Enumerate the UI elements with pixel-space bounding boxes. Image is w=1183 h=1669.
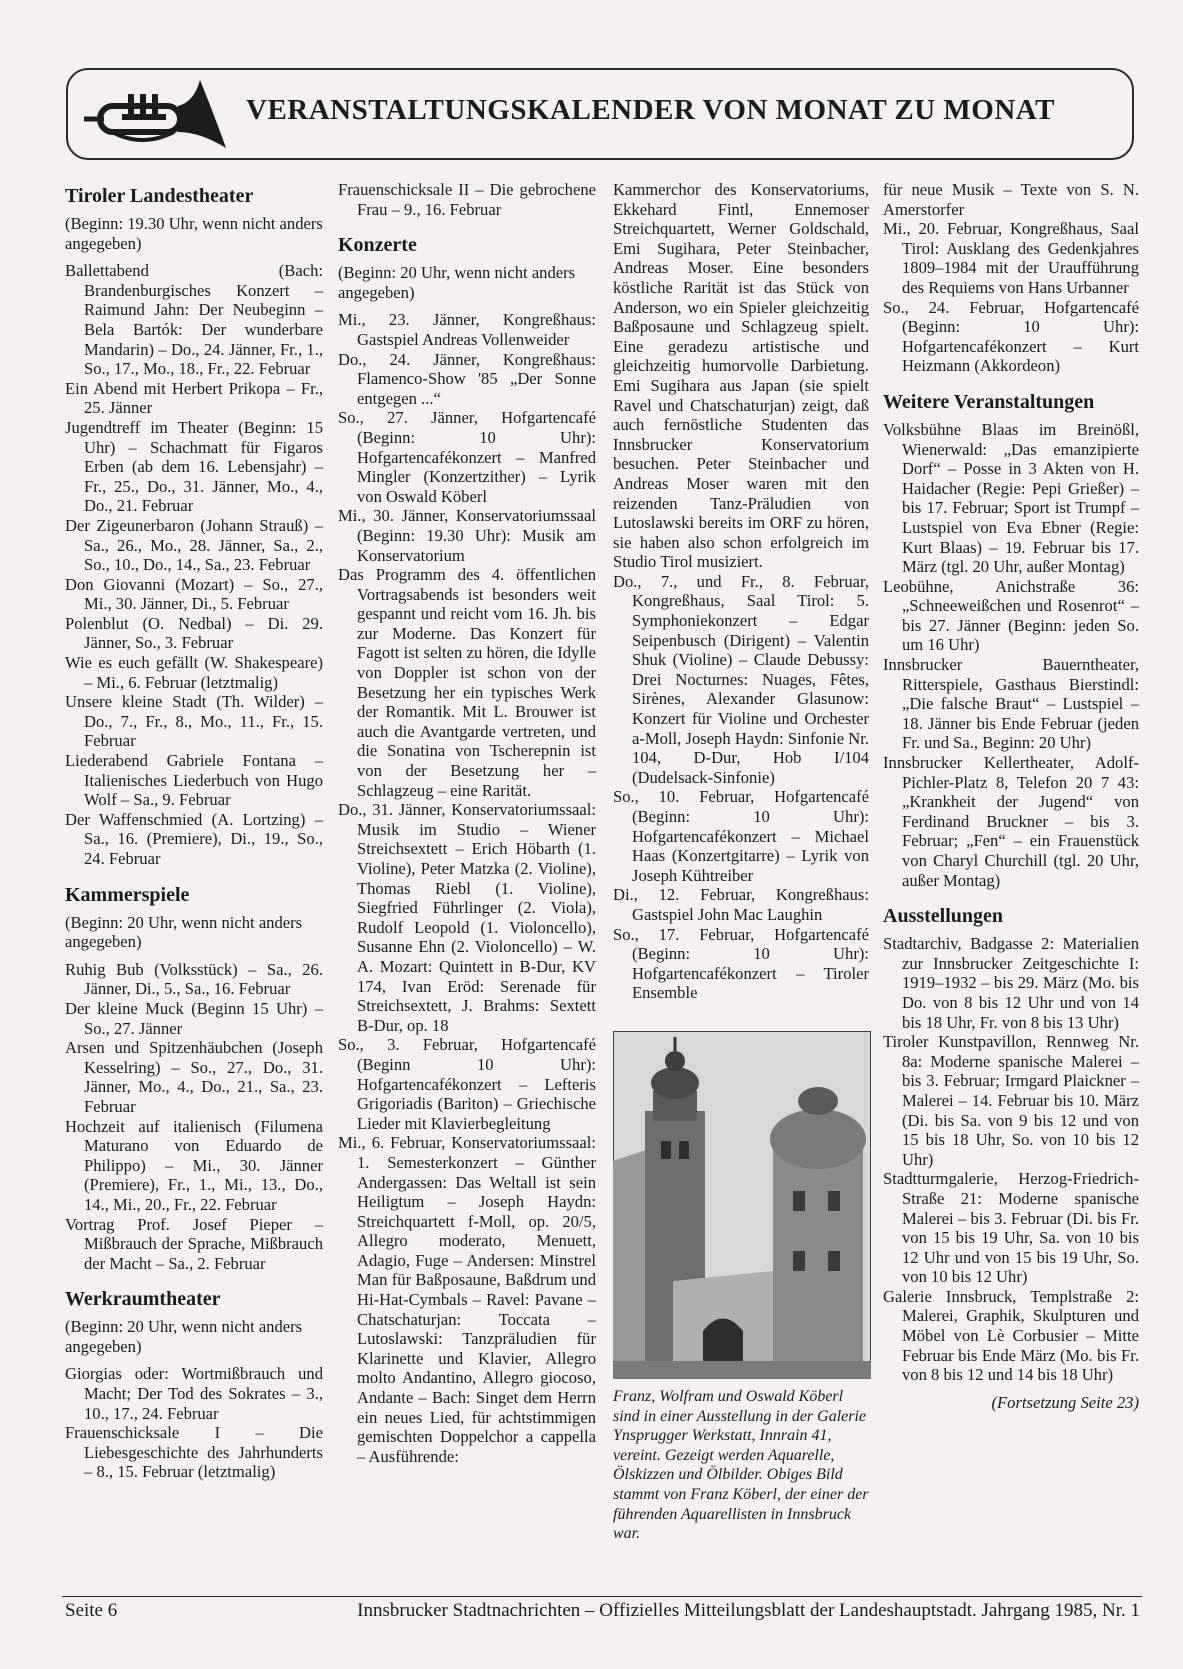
footer-rule bbox=[62, 1596, 1142, 1597]
calendar-entry: Do., 24. Jänner, Kongreßhaus: Flamenco-Show '85 „Der Sonne entgegen ...“ bbox=[338, 349, 596, 408]
calendar-entry: Do., 7., und Fr., 8. Februar, Kongreßhaus, Saal Tirol: 5. Symphoniekonzert – Edgar Seipenbusch (Dirigent) – Valentin Shuk (Violine) – Claude Debussy: Drei Nocturnes: Nuages, Fêtes, Sirènes, Alexander Glasunow: Konzert für Violine und Orchester a-Moll, Joseph Haydn: Sinfonie Nr. 104, D-Dur, Hob I/104 (Dudelsack-Sinfonie) bbox=[613, 571, 869, 787]
section-heading: Tiroler Landestheater bbox=[65, 185, 254, 207]
calendar-entry: Wie es euch gefällt (W. Shakespeare) – Mi., 6. Februar (letztmalig) bbox=[65, 653, 323, 692]
calendar-entry: Mi., 23. Jänner, Kongreßhaus: Gastspiel Andreas Vollenweider bbox=[338, 310, 596, 349]
image-caption: Franz, Wolfram und Oswald Köberl sind in einer Ausstellung in der Galerie Ynsprugger Werkstatt, Innrain 41, vereint. Gezeigt werden Aquarelle, Ölskizzen und Ölbilder. Obiges Bild stammt von Franz Köberl, der einer der führenden Aquarellisten in Innsbruck war. bbox=[613, 1387, 869, 1543]
calendar-entry: Galerie Innsbruck, Templstraße 2: Malerei, Graphik, Skulpturen und Möbel von Lè Corbusier – Mitte Februar bis Ende März (Mo. bis Fr. von 8 bis 12 und 14 bis 18 Uhr) bbox=[883, 1286, 1139, 1385]
calendar-entry: Arsen und Spitzenhäubchen (Joseph Kesselring) – So., 27., Do., 31. Jänner, Mo., 4., Do., 21., Sa., 23. Februar bbox=[65, 1038, 323, 1116]
section-note: (Beginn: 20 Uhr, wenn nicht anders angegeben) bbox=[65, 1317, 303, 1356]
calendar-entry: Das Programm des 4. öffentlichen Vortragsabends ist besonders weit gespannt und reicht vom 16. Jh. bis zur Moderne. Das Konzert für Fagott ist selten zu hören, die Idylle von Doppler ist schon von der Besetzung her ein typisches Werk der Romantik. Mit L. Brouwer ist auch die Avantgarde vertreten, und die Sonatina von Tscherepnin ist von der Besetzung her – Schlagzeug – eine Rarität. bbox=[338, 565, 596, 800]
section-heading: Kammerspiele bbox=[65, 883, 190, 906]
calendar-entry: Giorgias oder: Wortmißbrauch und Macht; Der Tod des Sokrates – 3., 10., 17., 24. Februar bbox=[65, 1364, 323, 1423]
text-paragraph: Kammerchor des Konservatoriums, Ekkehard Fintl, Ennemoser Streichquartett, Werner Goldschald, Emi Sugihara, Peter Steinbacher, Andreas Moser. Eine besonders köstliche Rarität ist das Stück von Anderson, wo ein Spieler gleichzeitig Baßposaune und Schlagzeug spielt. Eine geradezu artistische und gleichzeitig humorvolle Darbietung. Emi Sugihara aus Japan (sie spielt Ravel und Chatschaturjan) zeigt, daß auch fernöstliche Studenten das Innsbrucker Konservatorium besuchen. Peter Steinbacher und Andreas Moser waren mit den reizenden Tanz-Präludien von Lutoslawski bereits im ORF zu hören, sie haben also schon erfolgreich im Studio Tirol musiziert. bbox=[613, 180, 869, 572]
calendar-entry: Innsbrucker Bauerntheater, Ritterspiele, Gasthaus Bierstindl: „Die falsche Braut“ – Lustspiel – 18. Jänner bis Ende Februar (jeden Fr. und Sa., Beginn: 20 Uhr) bbox=[883, 655, 1139, 753]
section-heading: Ausstellungen bbox=[883, 905, 1004, 928]
calendar-entry: Ruhig Bub (Volksstück) – Sa., 26. Jänner, Di., 5., Sa., 16. Februar bbox=[65, 959, 323, 999]
column-4-text bbox=[883, 180, 1139, 1385]
section-note: (Beginn: 20 Uhr, wenn nicht anders angegeben) bbox=[338, 263, 576, 302]
calendar-entry: Der Zigeunerbaron (Johann Strauß) – Sa., 26., Mo., 28. Jänner, Sa., 2., So., 10., Do., 14., Sa., 23. Februar bbox=[65, 515, 323, 575]
calendar-entry: Stadtarchiv, Badgasse 2: Materialien zur Innsbrucker Zeitgeschichte I: 1919–1932 – bis 29. März (Mo. bis Do. von 8 bis 12 Uhr und von 14 bis 18 Uhr, Fr. von 8 bis 13 Uhr) bbox=[883, 934, 1139, 1032]
calendar-entry: Innsbrucker Kellertheater, Adolf-Pichler-Platz 8, Telefon 20 7 43: „Krankheit der Jugend“ von Ferdinand Bruckner – bis 3. Februar; „Fen“ – ein Frauenstück von Charyl Churchill (tgl. 20 Uhr, außer Montag) bbox=[883, 753, 1139, 890]
column-3-text bbox=[613, 180, 869, 1003]
page-number: Seite 6 bbox=[65, 1600, 118, 1621]
calendar-entry: Di., 12. Februar, Kongreßhaus: Gastspiel John Mac Laughin bbox=[613, 885, 869, 924]
calendar-entry: Frauenschicksale II – Die gebrochene Frau – 9., 16. Februar bbox=[338, 180, 596, 219]
calendar-entry: So., 3. Februar, Hofgartencafé (Beginn 10 Uhr): Hofgartencafékonzert – Lefteris Grigoriadis (Bariton) – Griechische Lieder mit Klavierbegleitung bbox=[338, 1035, 596, 1133]
calendar-entry: Der kleine Muck (Beginn 15 Uhr) – So., 27. Jänner bbox=[65, 998, 323, 1038]
section-heading: Werkraumtheater bbox=[65, 1288, 221, 1311]
calendar-entry: So., 24. Februar, Hofgartencafé (Beginn: 10 Uhr): Hofgartencafékonzert – Kurt Heizmann (Akkordeon) bbox=[883, 297, 1139, 376]
section-heading: Konzerte bbox=[338, 234, 417, 257]
page-title: VERANSTALTUNGSKALENDER VON MONAT ZU MONAT bbox=[246, 94, 1055, 126]
column-2 bbox=[338, 180, 596, 1466]
calendar-entry: Liederabend Gabriele Fontana – Italienisches Liederbuch von Hugo Wolf – Sa., 9. Februar bbox=[65, 751, 323, 810]
trumpet-icon bbox=[82, 76, 232, 152]
calendar-entry: Ein Abend mit Herbert Prikopa – Fr., 25. Jänner bbox=[65, 378, 323, 418]
calendar-entry: So., 27. Jänner, Hofgartencafé (Beginn: 10 Uhr): Hofgartencafékonzert – Manfred Mingler (Konzertzither) – Lyrik von Oswald Köberl bbox=[338, 408, 596, 506]
calendar-entry: Vortrag Prof. Josef Pieper – Mißbrauch der Sprache, Mißbrauch der Macht – Sa., 2. Februar bbox=[65, 1214, 323, 1273]
calendar-entry: Hochzeit auf italienisch (Filumena Maturano von Eduardo de Philippo) – Mi., 30. Jänner (Premiere), Fr., 1., Mi., 13., Do., 14., Mi., 20., Fr., 22. Februar bbox=[65, 1116, 323, 1214]
publication-line: Innsbrucker Stadtnachrichten – Offizielles Mitteilungsblatt der Landeshauptstadt. Jahrgang 1985, Nr. 1 bbox=[357, 1600, 1140, 1621]
calendar-entry: So., 17. Februar, Hofgartencafé (Beginn: 10 Uhr): Hofgartencafékonzert – Tiroler Ensemble bbox=[613, 924, 869, 1003]
calendar-entry: Frauenschicksale I – Die Liebesgeschichte des Jahrhunderts – 8., 15. Februar (letztmalig) bbox=[65, 1423, 323, 1482]
header-banner bbox=[66, 68, 1134, 160]
calendar-entry: Mi., 30. Jänner, Konservatoriumssaal (Beginn: 19.30 Uhr): Musik am Konservatorium bbox=[338, 506, 596, 565]
calendar-entry: Stadtturmgalerie, Herzog-Friedrich-Straße 21: Moderne spanische Malerei – bis 3. Februar (Di. bis Fr. von 15 bis 19 Uhr, Sa. von 10 bis 12 Uhr und von 15 bis 19 Uhr, So. von 10 bis 12 Uhr) bbox=[883, 1169, 1139, 1287]
painting-image bbox=[613, 1031, 871, 1379]
section-heading: Weitere Veranstaltungen bbox=[883, 390, 1095, 413]
calendar-entry: Volksbühne Blaas im Breinößl, Wienerwald: „Das emanzipierte Dorf“ – Posse in 3 Akten von H. Haidacher (Regie: Pepi Grießer) – bis 17. Februar; Sport ist Trumpf – Lustspiel von Eva Ebner (Regie: Kurt Blaas) – 19. Februar bis 17. März (tgl. 20 Uhr, außer Montag) bbox=[883, 419, 1139, 577]
calendar-entry: Unsere kleine Stadt (Th. Wilder) – Do., 7., Fr., 8., Mo., 11., Fr., 15. Februar bbox=[65, 692, 323, 751]
calendar-entry: Ballettabend (Bach: Brandenburgisches Konzert – Raimund Jahn: Der Neubeginn – Bela Bartók: Der wunderbare Mandarin) – Do., 24. Jänner, Fr., 1., So., 17., Mo., 18., Fr., 22. Februar bbox=[65, 261, 323, 379]
calendar-entry: Mi., 6. Februar, Konservatoriumssaal: 1. Semesterkonzert – Günther Andergassen: Das Weltall ist sein Heiligtum – Joseph Haydn: Streichquartett f-Moll, op. 20/5, Allegro moderato, Menuett, Adagio, Fuge – Andersen: Minstrel Man für Baßposaune, Baßdrum und Hi-Hat-Cymbals – Ravel: Pavane – Chatschaturjan: Toccata – Lutoslawski: Tanzpräludien für Klarinette und Klavier, Allegro molto Andantino, Allegro giocoso, Andante – Bach: Singet dem Herrn ein neues Lied, für achtstimmigen gemischten Doppelchor a cappella – Ausführende: bbox=[338, 1133, 596, 1466]
calendar-entry: So., 10. Februar, Hofgartencafé (Beginn: 10 Uhr): Hofgartencafékonzert – Michael Haas (Konzertgitarre) – Lyrik von Joseph Kühtreiber bbox=[613, 787, 869, 885]
column-3 bbox=[613, 180, 869, 1544]
calendar-entry: Tiroler Kunstpavillon, Rennweg Nr. 8a: Moderne spanische Malerei – bis 3. Februar; Irmgard Plaickner – Malerei – 14. Februar bis 10. März (Di. bis Sa. von 9 bis 12 und von 15 bis 18 Uhr, So. von 10 bis 12 Uhr) bbox=[883, 1032, 1139, 1169]
calendar-entry: Jugendtreff im Theater (Beginn: 15 Uhr) – Schachmatt für Figaros Erben (ab dem 16. Lebensjahr) – Fr., 25., Do., 31. Jänner, Mo., 4., Do., 21. Februar bbox=[65, 417, 323, 516]
calendar-entry: Do., 31. Jänner, Konservatoriumssaal: Musik im Studio – Wiener Streichsextett – Erich Höbarth (1. Violine), Peter Matzka (2. Violine), Thomas Riebl (1. Violine), Siegfried Führlinger (2. Viola), Rudolf Leopold (1. Violoncello), Susanne Ehn (2. Violoncello) – W. A. Mozart: Quintett in B-Dur, KV 174, Ivan Eröd: Serenade für Streichsextett, J. Brahms: Sextett B-Dur, op. 18 bbox=[338, 800, 596, 1035]
column-4 bbox=[883, 180, 1139, 1412]
calendar-entry: Polenblut (O. Nedbal) – Di. 29. Jänner, So., 3. Februar bbox=[65, 613, 323, 653]
section-note: (Beginn: 20 Uhr, wenn nicht anders angegeben) bbox=[65, 912, 303, 952]
continuation-note: (Fortsetzung Seite 23) bbox=[991, 1392, 1139, 1412]
calendar-entry: Don Giovanni (Mozart) – So., 27., Mi., 30. Jänner, Di., 5. Februar bbox=[65, 574, 323, 614]
column-1 bbox=[65, 180, 323, 1482]
section-note: (Beginn: 19.30 Uhr, wenn nicht anders angegeben) bbox=[65, 214, 323, 253]
text-paragraph: für neue Musik – Texte von S. N. Amerstorfer bbox=[883, 180, 1139, 219]
calendar-entry: Der Waffenschmied (A. Lortzing) – Sa., 16. (Premiere), Di., 19., So., 24. Februar bbox=[65, 809, 323, 868]
calendar-entry: Mi., 20. Februar, Kongreßhaus, Saal Tirol: Ausklang des Gedenkjahres 1809–1984 mit der Uraufführung des Requiems von Hans Urbanner bbox=[883, 219, 1139, 297]
calendar-entry: Leobühne, Anichstraße 36: „Schneeweißchen und Rosenrot“ – bis 27. Jänner (Beginn: jeden So. um 16 Uhr) bbox=[883, 576, 1139, 655]
